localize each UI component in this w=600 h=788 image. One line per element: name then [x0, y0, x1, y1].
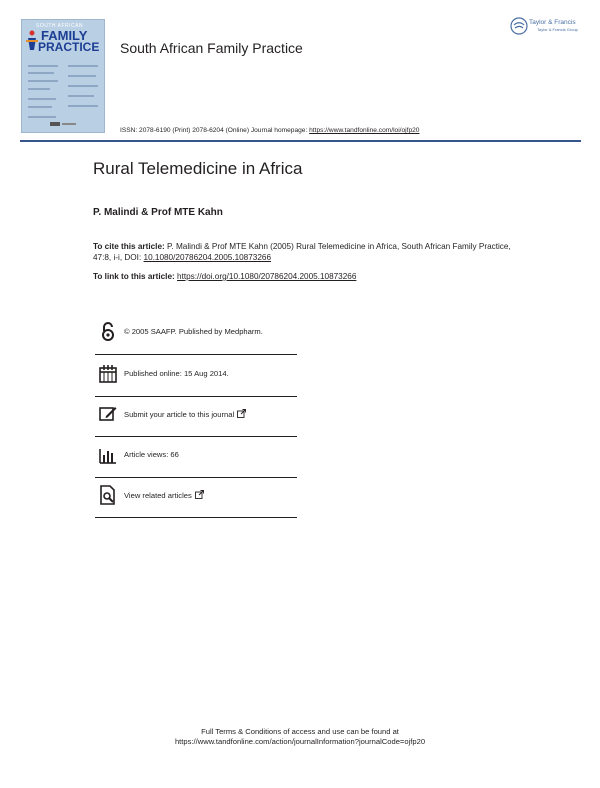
- search-document-icon: [99, 485, 117, 505]
- article-link-line: [93, 272, 356, 281]
- journal-homepage-link[interactable]: https://www.tandfonline.com/loi/ojfp20: [309, 127, 420, 134]
- article-authors: P. Malindi & Prof MTE Kahn: [93, 207, 223, 218]
- citation-block: [93, 241, 523, 263]
- link-label: To link to this article:: [93, 272, 178, 281]
- calendar-icon: [99, 364, 117, 384]
- info-item-related[interactable]: [95, 476, 297, 518]
- edit-icon: [99, 404, 117, 424]
- submit-article-text: Submit your article to this journal: [124, 410, 235, 419]
- journal-cover-image: [21, 19, 105, 133]
- publisher-logo-text: Taylor & Francis: [529, 19, 576, 26]
- info-item-copyright: [95, 313, 297, 355]
- info-item-published: [95, 355, 297, 397]
- view-related-articles-link[interactable]: [124, 490, 204, 500]
- published-online-text: Published online: 15 Aug 2014.: [124, 369, 229, 378]
- open-access-icon: [99, 322, 117, 342]
- copyright-text: © 2005 SAAFP. Published by Medpharm.: [124, 327, 263, 336]
- doi-link[interactable]: 10.1080/20786204.2005.10873266: [143, 253, 272, 262]
- bar-chart-icon: [99, 445, 117, 465]
- publisher-logo-subtext: Taylor & Francis Group: [537, 27, 578, 32]
- external-link-icon: [195, 490, 204, 499]
- cover-tagline: SOUTH AFRICAN: [36, 23, 84, 29]
- view-related-articles-text: View related articles: [124, 491, 192, 500]
- issn-text: ISSN: 2078-6190 (Print) 2078-6204 (Online) Journal homepage:: [120, 127, 310, 134]
- cite-label: To cite this article:: [93, 242, 165, 251]
- issn-line: [120, 127, 419, 134]
- publisher-logo[interactable]: [510, 16, 582, 38]
- article-title: Rural Telemedicine in Africa: [93, 159, 303, 178]
- header-divider: [20, 140, 581, 142]
- article-doi-url-link[interactable]: https://doi.org/10.1080/20786204.2005.10873266: [177, 272, 357, 281]
- cite-text: P. Malindi & Prof MTE Kahn (2005) Rural Telemedicine in Africa, South African Family Practice, 47:8, i-i, DOI:: [93, 242, 511, 262]
- publisher-logo-icon: [510, 17, 528, 35]
- info-item-views: [95, 436, 297, 478]
- cover-title-line2: PRACTICE: [38, 40, 100, 54]
- footer-terms-link[interactable]: https://www.tandfonline.com/action/journalInformation?journalCode=ojfp20: [174, 737, 426, 746]
- article-views-text: Article views: 66: [124, 450, 179, 459]
- external-link-icon: [237, 409, 246, 418]
- footer-terms-text: Full Terms & Conditions of access and use can be found at: [201, 727, 399, 736]
- cover-title-line1: FAMILY: [41, 28, 88, 43]
- cover-figure-icon: [26, 30, 38, 52]
- journal-name: South African Family Practice: [120, 40, 303, 56]
- page-footer: [0, 727, 600, 747]
- submit-article-link[interactable]: [124, 409, 246, 419]
- info-item-submit[interactable]: [95, 395, 297, 437]
